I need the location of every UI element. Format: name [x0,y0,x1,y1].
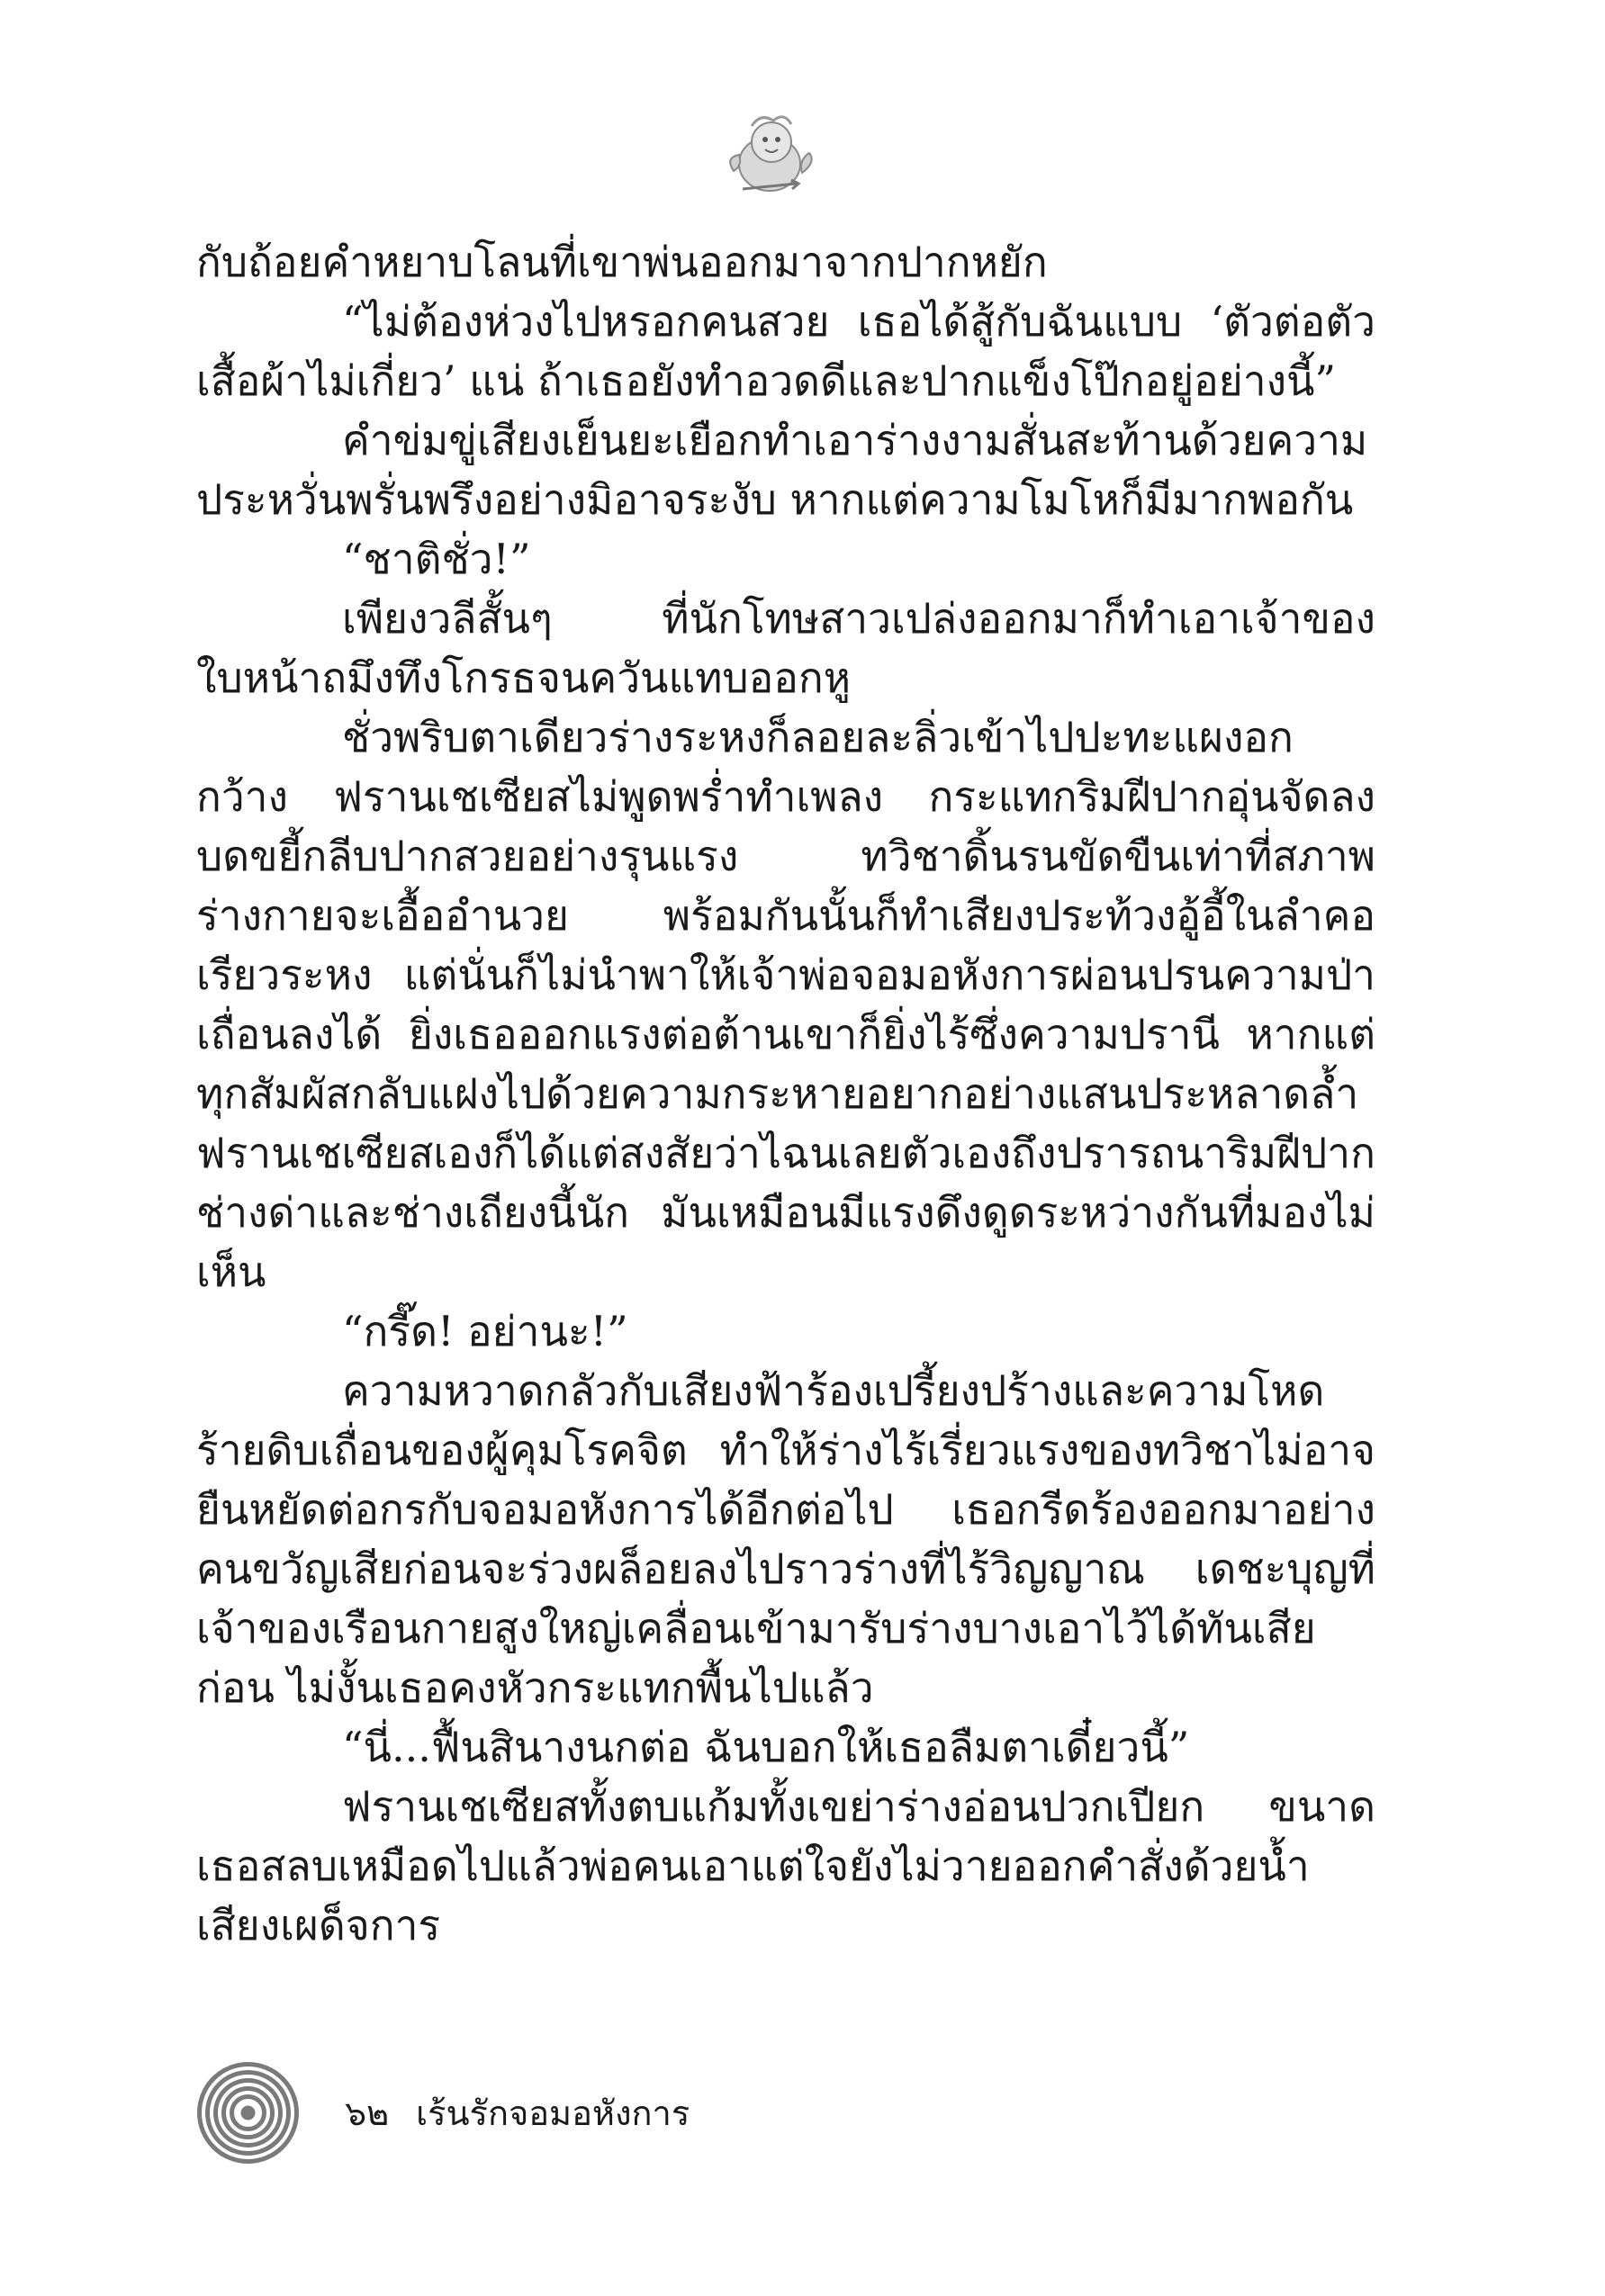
paragraph: “ชาติชั่ว!” [342,535,531,583]
paragraph: ความหวาดกลัวกับเสียงฟ้าร้องเปรี้ยงปร้างและความโหดร้ายดิบเถื่อนของผู้คุมโรคจิต ทำให้ร่างไร้เรี่ยวแรงของทวิชาไม่อาจยืนหยัดต่อกรกับจอมอหังการได้อีกต่อไป เธอกรีดร้องออกมาอย่างคนขวัญเสียก่อนจะร่วงผล็อยลงไปราวร่างที่ไร้วิญญาณ เดชะบุญที่เจ้าของเรือนกายสูงใหญ่เคลื่อนเข้ามารับร่างบางเอาไว้ได้ทันเสียก่อน ไม่งั้นเธอคงหัวกระแทกพื้นไปแล้ว [196,1366,1375,1712]
paragraph: ฟรานเชเซียสทั้งตบแก้มทั้งเขย่าร่างอ่อนปวกเปียก ขนาดเธอสลบเหมือดไปแล้วพ่อคนเอาแต่ใจยังไม่วายออกคำสั่งด้วยน้ำเสียงเผด็จการ [196,1782,1375,1949]
target-rings-icon [196,2061,300,2165]
paragraph: “กรี๊ด! อย่านะ!” [342,1307,628,1355]
paragraph: คำข่มขู่เสียงเย็นยะเยือกทำเอาร่างงามสั่นสะท้านด้วยความประหวั่นพรั่นพรึงอย่างมิอาจระงับ หากแต่ความโมโหก็มีมากพอกัน [196,416,1368,524]
paragraph: เพียงวลีสั้นๆ ที่นักโทษสาวเปล่งออกมาก็ทำเอาเจ้าของใบหน้าถมึงทึงโกรธจนควันแทบออกหู [196,594,1375,702]
page-footer [196,2063,690,2162]
cupid-character-icon [716,108,824,203]
body-text [196,232,1375,1955]
paragraph: ชั่วพริบตาเดียวร่างระหงก็ลอยละลิ่วเข้าไปปะทะแผงอกกว้าง ฟรานเชเซียสไม่พูดพร่ำทำเพลง กระแทกริมฝีปากอุ่นจัดลงบดขยี้กลีบปากสวยอย่างรุนแรง ทวิชาดิ้นรนขัดขืนเท่าที่สภาพร่างกายจะเอื้ออำนวย พร้อมกันนั้นก็ทำเสียงประท้วงอู้อี้ในลำคอเรียวระหง แต่นั่นก็ไม่นำพาให้เจ้าพ่อจอมอหังการผ่อนปรนความป่าเถื่อนลงได้ ยิ่งเธอออกแรงต่อต้านเขาก็ยิ่งไร้ซึ่งความปรานี หากแต่ทุกสัมผัสกลับแฝงไปด้วยความกระหายอยากอย่างแสนประหลาดล้ำ ฟรานเชเซียสเองก็ได้แต่สงสัยว่าไฉนเลยตัวเองถึงปรารถนาริมฝีปากช่างด่าและช่างเถียงนี้นัก มันเหมือนมีแรงดึงดูดระหว่างกันที่มองไม่เห็น [196,713,1375,1296]
paragraph: “นี่...ฟื้นสินางนกต่อ ฉันบอกให้เธอลืมตาเดี๋ยวนี้” [342,1723,1190,1771]
paragraph: “ไม่ต้องห่วงไปหรอกคนสวย เธอได้สู้กับฉันแบบ ‘ตัวต่อตัว เสื้อผ้าไม่เกี่ยว’ แน่ ถ้าเธอยังทำอวดดีและปากแข็งโป๊กอยู่อย่างนี้” [196,297,1375,405]
paragraph: กับถ้อยคำหยาบโลนที่เขาพ่นออกมาจากปากหยัก [196,238,1048,286]
page-number: ๖๒ [345,2093,390,2133]
book-title: เร้นรักจอมอหังการ [416,2093,690,2133]
